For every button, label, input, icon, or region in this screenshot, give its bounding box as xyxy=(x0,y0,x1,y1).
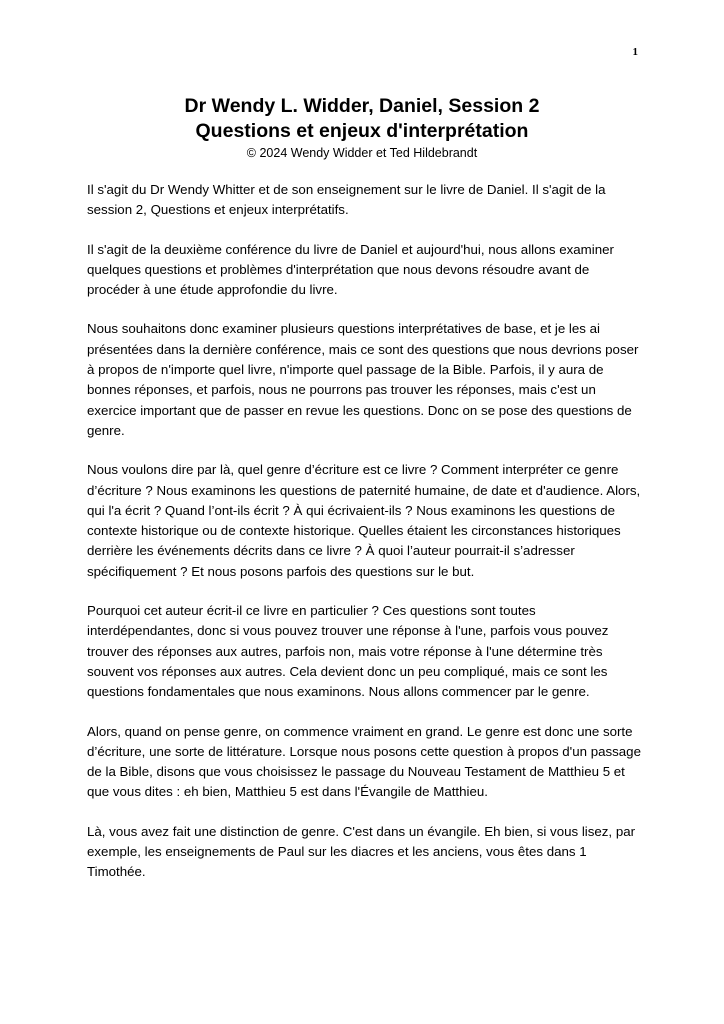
document-title-line-1: Dr Wendy L. Widder, Daniel, Session 2 xyxy=(184,95,540,117)
paragraph-1: Il s'agit du Dr Wendy Whitter et de son enseignement sur le livre de Daniel. Il s'agit de la session 2, Questions et enjeux interprétatifs. xyxy=(87,182,606,218)
paragraph-4: Nous voulons dire par là, quel genre d’écriture est ce livre ? Comment interpréter ce genre d’écriture ? Nous examinons les questions de paternité humaine, de date et d'audience. Alors, qui l'a écrit ? Quand l’ont-ils écrit ? À qui écrivaient-ils ? Nous examinons les questions de contexte historique ou de contexte historique. Quelles étaient les circonstances historiques derrière les événements décrits dans ce livre ? À quoi l’auteur pourrait-il s’adresser spécifiquement ? Et nous posons parfois des questions sur le but. xyxy=(87,462,641,579)
document-header xyxy=(0,94,724,162)
paragraph-3: Nous souhaitons donc examiner plusieurs questions interprétatives de base, et je les ai présentées dans la dernière conférence, mais ce sont des questions que nous devrions poser à propos de n'importe quel livre, n'importe quel passage de la Bible. Parfois, il y aura de bonnes réponses, et parfois, nous ne pourrons pas trouver les réponses, mais c'est un exercice important que de passer en revue les questions. Donc on se pose des questions de genre. xyxy=(87,321,639,438)
document-title-line-2: Questions et enjeux d'interprétation xyxy=(195,120,529,142)
paragraph-5: Pourquoi cet auteur écrit-il ce livre en particulier ? Ces questions sont toutes interdépendantes, donc si vous pouvez trouver une réponse à l'une, parfois vous pouvez trouver des réponses aux autres, parfois non, mais votre réponse à l'une détermine très souvent vos réponses aux autres. Cela devient donc un peu compliqué, mais ce sont les questions fondamentales que nous examinons. Nous allons commencer par le genre. xyxy=(87,603,609,700)
paragraph-6: Alors, quand on pense genre, on commence vraiment en grand. Le genre est donc une sorte d’écriture, une sorte de littérature. Lorsque nous posons cette question à propos d'un passage de la Bible, disons que vous choisissez le passage du Nouveau Testament de Matthieu 5 et que vous dites : eh bien, Matthieu 5 est dans l'Évangile de Matthieu. xyxy=(87,723,641,800)
document-body xyxy=(87,180,645,902)
page-number: 1 xyxy=(632,46,638,58)
paragraph-2: Il s'agit de la deuxième conférence du livre de Daniel et aujourd'hui, nous allons examiner quelques questions et problèmes d'interprétation que nous devons résoudre avant de procéder à une étude approfondie du livre. xyxy=(87,241,614,298)
paragraph-7: Là, vous avez fait une distinction de genre. C'est dans un évangile. Eh bien, si vous lisez, par exemple, les enseignements de Paul sur les diacres et les anciens, vous êtes dans 1 Timothée. xyxy=(87,823,636,880)
copyright-line: © 2024 Wendy Widder et Ted Hildebrandt xyxy=(246,146,478,160)
